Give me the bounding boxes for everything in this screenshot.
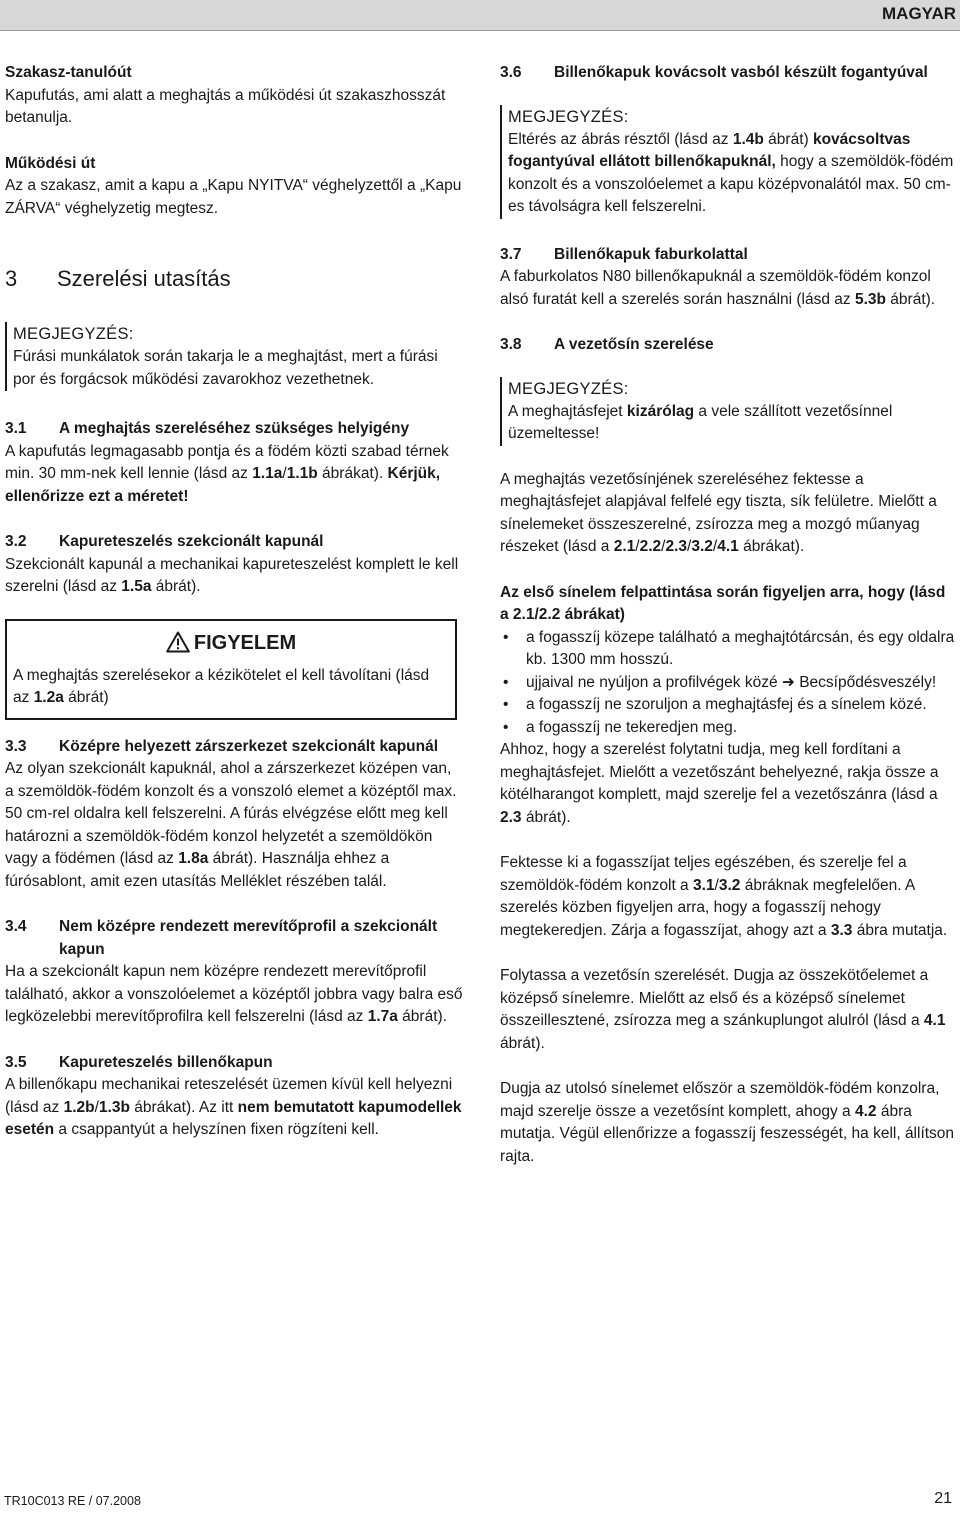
section-title: Billenőkapuk kovácsolt vasból készült fogantyúval [554,64,928,81]
section-title: Nem középre rendezett merevítőprofil a szekcionált kapun [59,918,438,958]
section-heading [500,334,958,357]
section-text: Ha a szekcionált kapun nem középre rendezett merevítőprofil található, akkor a vonszolóelemet a középtől jobbra vagy balra eső legközelebbi merevítőprofilra kell felszerelni (lásd az 1.7a ábrát). [5,963,463,1025]
section-title: Kapureteszelés billenőkapun [59,1053,273,1071]
section-text: A faburkolatos N80 billenőkapuknál a szemöldök-födém konzol alsó furatát kell a szerelés során használni (lásd az 5.3b ábrát). [500,268,936,308]
section-heading [500,62,958,85]
chapter-title: Szerelési utasítás [57,266,231,291]
section-text: A kapufutás legmagasabb pontja és a födém közti szabad térnek min. 30 mm-nek kell lennie (lásd az 1.1a/1.1b ábrákat). Kérjük, ellenőrizze ezt a méretet! [5,442,449,505]
paragraph: Ahhoz, hogy a szerelést folytatni tudja, meg kell fordítani a meghajtásfejet. Mielőtt a vezetőszánt behelyezné, rakja össze a kötélharangot komplett, majd szerelje fel a vezetőszánra (lásd a 2.3 ábrát). [500,741,939,826]
section-title: A meghajtás szereléséhez szükséges helyigény [59,420,410,437]
paragraph: Folytassa a vezetősín szerelését. Dugja az összekötőelemet a középső sínelemre. Mielőtt az első és a középső sínelemet összeillesztené, zsírozza meg a szánkuplungot alulról (lásd a 4.1 ábrát). [500,967,946,1052]
paragraph: A meghajtás vezetősínjének szereléséhez fektesse a meghajtásfejet alapjával felfelé egy tiszta, sík felületre. Mielőtt a sínelemeket összeszerelné, zsírozza meg a mozgó műanyag részeket (lásd a 2.1/2.2/2.3/3.2/4.1 ábrákat). [500,470,937,555]
document-code: TR10C013 RE / 07.2008 [4,1494,141,1508]
warning-triangle-icon [166,631,190,653]
definition-text: Az a szakasz, amit a kapu a „Kapu NYITVA“ véghelyzettől a „Kapu ZÁRVA“ véghelyzetig megtesz. [5,177,462,217]
section-number: 3.6 [500,64,522,81]
section-heading [5,1052,463,1075]
paragraph-bold: Az első sínelem felpattintása során figyeljen arra, hogy (lásd a 2.1/2.2 ábrákat) [500,583,946,623]
warning-heading [13,629,449,657]
chapter-number: 3 [5,266,18,291]
note-title: MEGJEGYZÉS: [13,325,134,343]
chapter-heading [5,264,463,294]
note-title: MEGJEGYZÉS: [508,379,629,398]
page-number: 21 [934,1490,952,1507]
definition-title: Működési út [5,154,96,172]
section-heading [5,916,463,961]
paragraph: Fektesse ki a fogasszíjat teljes egészében, és szerelje fel a szemöldök-födém konzolt a 3.1/3.2 ábráknak megfelelően. A szerelés közben figyeljen arra, hogy a fogasszíj nehogy megtekeredjen. Zárja a fogasszíjat, ahogy azt a 3.3 ábra mutatja. [500,854,948,939]
paragraph: Dugja az utolsó sínelemet először a szemöldök-födém konzolra, majd szerelje össze a vezetősínt komplett, ahogy a 4.2 ábra mutatja. Végül ellenőrizze a fogasszíj feszességét, ha kell, állítson rajta. [500,1080,955,1165]
section-heading [5,736,463,759]
section-title: Billenőkapuk faburkolattal [554,245,748,263]
page-header [0,0,960,31]
section-heading [500,244,958,267]
section-title: Kapureteszelés szekcionált kapunál [59,533,324,550]
section-number: 3.1 [5,420,27,437]
section-number: 3.8 [500,336,522,353]
note-text: Eltérés az ábrás résztől (lásd az 1.4b ábrát) kovácsoltvas fogantyúval ellátott billenőkapuknál, hogy a szemöldök-födém konzolt és a vonszolóelemet a kapu középvonalától max. 50 cm-es távolságra kell felszerelni. [508,130,954,215]
warning-title: FIGYELEM [193,631,297,654]
section-number: 3.3 [5,737,27,755]
note-text: Fúrási munkálatok során takarja le a meghajtást, mert a fúrási por és forgácsok működési zavarokhoz vezethetnek. [13,348,438,388]
warning-text: A meghajtás szerelésekor a kézikötelet el kell távolítani (lásd az 1.2a ábrát) [13,666,430,706]
note-box [5,322,463,391]
note-title: MEGJEGYZÉS: [508,107,629,126]
definition-text: Kapufutás, ami alatt a meghajtás a működési út szakaszhosszát betanulja. [5,86,446,126]
section-title: Középre helyezett zárszerkezet szekcionált kapunál [59,737,439,755]
note-box [500,105,958,219]
bullet-list [500,627,958,740]
section-title: A vezetősín szerelése [554,336,714,353]
note-box [500,377,958,446]
right-column [500,62,958,1168]
definition-title: Szakasz-tanulóút [5,64,132,81]
list-item: • a fogasszíj közepe található a meghajtótárcsán, és egy oldalra kb. 1300 mm hosszú. [503,628,955,668]
section-text: Szekcionált kapunál a mechanikai kapureteszelést komplett le kell szerelni (lásd az 1.5a ábrát). [5,555,459,595]
section-heading [5,418,463,441]
language-label: MAGYAR [882,4,956,23]
warning-box [5,619,457,720]
section-text: A billenőkapu mechanikai reteszelését üzemen kívül kell helyezni (lásd az 1.2b/1.3b ábrákat). Az itt nem bemutatott kapumodellek esetén a csappantyút a helyszínen fixen rögzíteni kell. [5,1076,462,1138]
section-number: 3.2 [5,533,27,550]
section-text: Az olyan szekcionált kapuknál, ahol a zárszerkezet középen van, a szemöldök-födém konzolt és a vonszoló elemet a középtől max. 50 cm-rel oldalra kell felszerelni. A fúrás elvégzése előtt meg kell határozni a szemöldök-födém konzol helyzetét a szemöldökön vagy a födémen (lásd az 1.8a ábrát). Használja ehhez a fúrósablont, amit ezen utasítás Melléklet részében talál. [5,760,457,890]
list-item: • a fogasszíj ne szoruljon a meghajtásfej és a sínelem közé. [503,696,927,713]
list-item: • ujjaival ne nyúljon a profilvégek közé ➜ Becsípődésveszély! [503,673,937,691]
section-number: 3.5 [5,1053,27,1071]
left-column [5,62,463,1142]
list-item: • a fogasszíj ne tekeredjen meg. [503,718,738,736]
note-text: A meghajtásfejet kizárólag a vele szállított vezetősínnel üzemeltesse! [508,402,893,442]
section-number: 3.4 [5,918,27,935]
section-heading [5,531,463,554]
section-number: 3.7 [500,245,522,263]
